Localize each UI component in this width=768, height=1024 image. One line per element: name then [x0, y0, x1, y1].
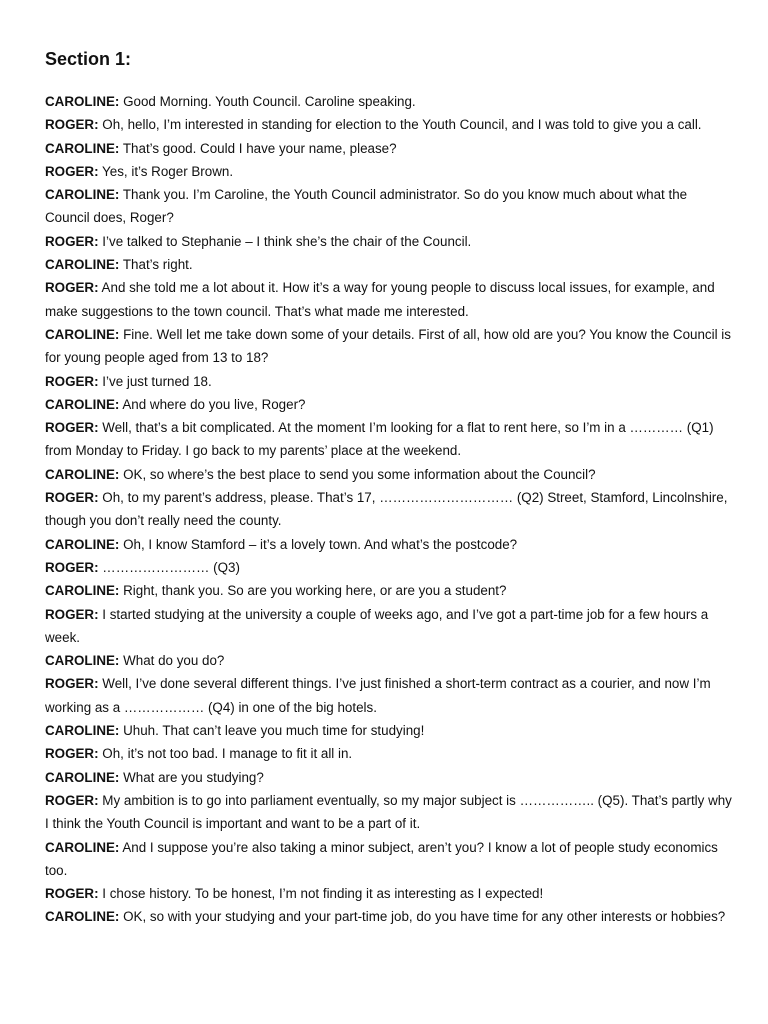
line-text: That’s right. [119, 257, 193, 273]
line-text: Well, I’ve done several different things. I’ve just finished a short-term contract as a courier, and now I’m working as a ……………… (Q4) in one of the big hotels. [45, 676, 711, 715]
dialogue-line [45, 742, 732, 765]
speaker-name: CAROLINE: [45, 326, 120, 342]
line-text: Fine. Well let me take down some of your details. First of all, how old are you? You know the Council is for young people aged from 13 to 18? [45, 326, 731, 366]
speaker-name: ROGER: [45, 233, 99, 249]
dialogue-transcript [45, 90, 732, 929]
line-text: Oh, hello, I’m interested in standing for election to the Youth Council, and I was told to give you a call. [98, 117, 702, 133]
dialogue-line [45, 230, 732, 253]
line-text: Uhuh. That can’t leave you much time for studying! [119, 723, 425, 739]
speaker-name: CAROLINE: [45, 723, 120, 739]
speaker-name: CAROLINE: [45, 536, 120, 552]
dialogue-line [45, 882, 732, 905]
speaker-name: ROGER: [45, 606, 99, 622]
dialogue-line [45, 905, 732, 928]
dialogue-line [45, 90, 732, 113]
speaker-name: CAROLINE: [45, 94, 120, 109]
speaker-name: ROGER: [45, 373, 99, 389]
line-text: And I suppose you’re also taking a minor subject, aren’t you? I know a lot of people study economics too. [45, 839, 718, 878]
dialogue-line [45, 672, 732, 719]
speaker-name: ROGER: [45, 886, 99, 902]
line-text: Well, that’s a bit complicated. At the moment I’m looking for a flat to rent here, so I’m in a ………… (Q1) from Monday to Friday. I go back to my parents’ place at the weekend. [45, 420, 714, 459]
line-text: What are you studying? [119, 769, 264, 785]
speaker-name: CAROLINE: [45, 257, 120, 273]
line-text: Good Morning. Youth Council. Caroline speaking. [119, 94, 416, 109]
line-text: I chose history. To be honest, I’m not finding it as interesting as I expected! [98, 886, 544, 902]
line-text: OK, so where’s the best place to send you some information about the Council? [119, 466, 596, 482]
dialogue-line [45, 113, 732, 136]
dialogue-line [45, 649, 732, 672]
line-text: Right, thank you. So are you working here, or are you a student? [119, 583, 507, 599]
line-text: I’ve just turned 18. [98, 373, 212, 389]
dialogue-line [45, 137, 732, 160]
dialogue-line [45, 579, 732, 602]
speaker-name: ROGER: [45, 676, 99, 692]
speaker-name: ROGER: [45, 163, 99, 179]
speaker-name: ROGER: [45, 746, 99, 762]
dialogue-line [45, 533, 732, 556]
line-text: I started studying at the university a couple of weeks ago, and I’ve got a part-time job for a few hours a week. [45, 606, 709, 645]
speaker-name: CAROLINE: [45, 909, 120, 925]
line-text: And she told me a lot about it. How it’s a way for young people to discuss local issues, for example, and make suggestions to the town council. That’s what made me interested. [45, 280, 715, 319]
speaker-name: CAROLINE: [45, 187, 120, 203]
dialogue-line [45, 486, 732, 533]
speaker-name: ROGER: [45, 559, 99, 575]
dialogue-line [45, 463, 732, 486]
dialogue-line [45, 603, 732, 650]
speaker-name: ROGER: [45, 420, 99, 436]
section-title: Section 1: [45, 49, 132, 69]
speaker-name: CAROLINE: [45, 653, 120, 669]
dialogue-line [45, 276, 732, 323]
speaker-name: CAROLINE: [45, 583, 120, 599]
speaker-name: CAROLINE: [45, 839, 120, 855]
dialogue-line [45, 323, 732, 370]
line-text: I’ve talked to Stephanie – I think she’s the chair of the Council. [98, 233, 472, 249]
dialogue-line [45, 183, 732, 230]
line-text: Oh, to my parent’s address, please. That’s 17, ………………………… (Q2) Street, Stamford, Lincolnshire, though you don’t really need the county. [45, 490, 728, 529]
speaker-name: ROGER: [45, 117, 99, 133]
dialogue-line [45, 789, 732, 836]
line-text: Oh, it’s not too bad. I manage to fit it all in. [98, 746, 353, 762]
speaker-name: CAROLINE: [45, 769, 120, 785]
dialogue-line [45, 370, 732, 393]
dialogue-line [45, 160, 732, 183]
line-text: That’s good. Could I have your name, please? [119, 140, 397, 156]
speaker-name: CAROLINE: [45, 396, 120, 412]
dialogue-line [45, 253, 732, 276]
line-text: OK, so with your studying and your part-time job, do you have time for any other interests or hobbies? [119, 909, 726, 925]
speaker-name: CAROLINE: [45, 140, 120, 156]
speaker-name: CAROLINE: [45, 466, 120, 482]
dialogue-line [45, 416, 732, 463]
line-text: …………………… (Q3) [98, 559, 240, 575]
line-text: And where do you live, Roger? [119, 396, 306, 412]
line-text: What do you do? [119, 653, 225, 669]
speaker-name: ROGER: [45, 490, 99, 506]
line-text: My ambition is to go into parliament eventually, so my major subject is …………….. (Q5). That’s partly why I think the Youth Council is important and want to be a part of it. [45, 792, 732, 832]
dialogue-line [45, 766, 732, 789]
line-text: Yes, it’s Roger Brown. [98, 163, 234, 179]
speaker-name: ROGER: [45, 792, 99, 808]
line-text: Thank you. I’m Caroline, the Youth Council administrator. So do you know much about what the Council does, Roger? [45, 187, 688, 226]
dialogue-line [45, 719, 732, 742]
line-text: Oh, I know Stamford – it’s a lovely town. And what’s the postcode? [119, 536, 518, 552]
dialogue-line [45, 556, 732, 579]
dialogue-line [45, 836, 732, 883]
dialogue-line [45, 393, 732, 416]
speaker-name: ROGER: [45, 280, 99, 296]
